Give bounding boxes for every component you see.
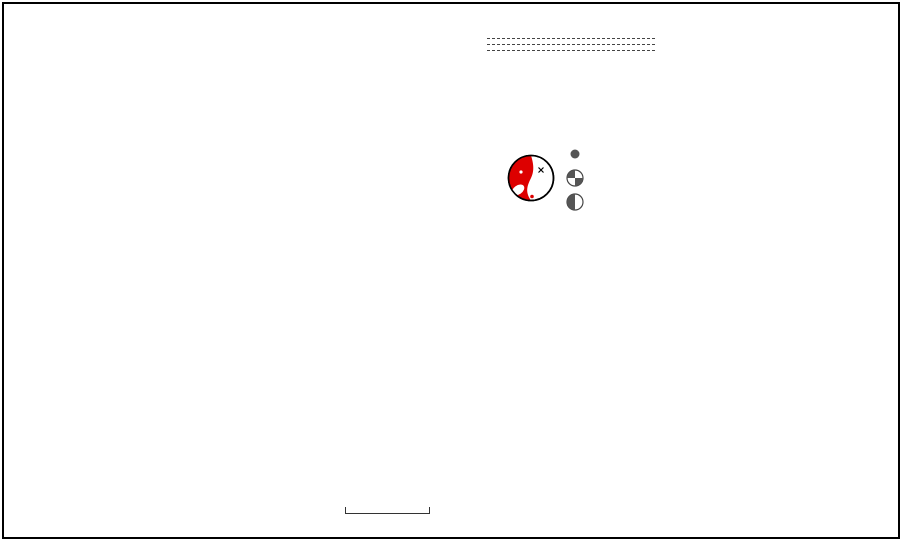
map-panel[interactable] [630,215,902,541]
dc-beachball-icon [565,168,585,188]
dc-component [565,168,589,188]
iso-component [565,144,589,164]
misfit-reduction-chart[interactable] [630,40,902,230]
clvd-component [565,192,589,212]
source-components [565,144,589,216]
misfit-legend [435,513,441,524]
clvd-circle-icon [565,192,585,212]
time-scalebar [345,507,430,514]
focal-mechanism-beachball [505,152,557,204]
iso-circle-icon [565,144,585,164]
